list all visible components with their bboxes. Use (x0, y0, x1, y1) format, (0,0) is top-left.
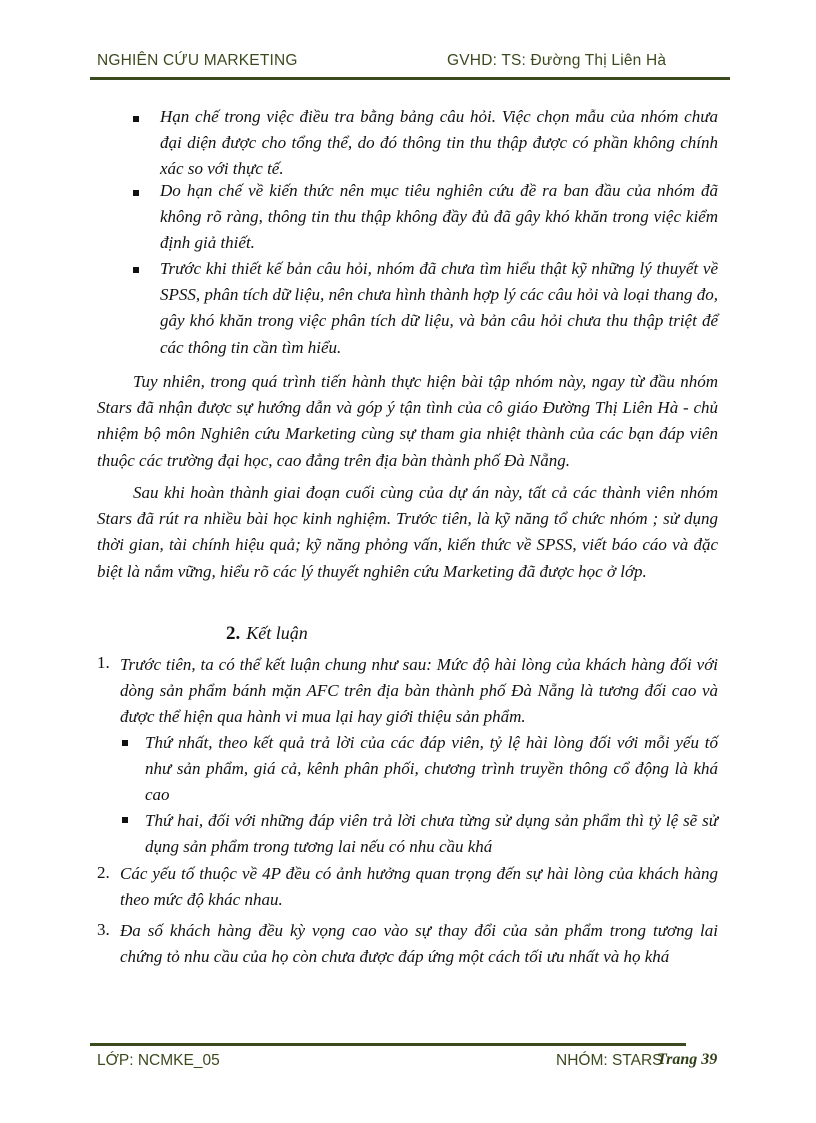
conclusion-item-1: Trước tiên, ta có thể kết luận chung như sau: Mức độ hài lòng của khách hàng đối với dòng sản phẩm bánh mặn AFC trên địa bàn thành phố Đà Nẵng là tương đối cao và được thể hiện qua hành vi mua lại hay giới thiệu sản phẩm. (120, 655, 718, 727)
square-bullet-icon (133, 116, 139, 122)
list-number: 2. (97, 863, 110, 882)
footer-rule (90, 1043, 686, 1046)
square-bullet-icon (133, 267, 139, 273)
bullet-limitation-spss: Trước khi thiết kế bản câu hỏi, nhóm đã chưa tìm hiểu thật kỹ những lý thuyết về SPSS, phân tích dữ liệu, nên chưa hình thành hợp lý các câu hỏi và loại thang đo, gây khó khăn trong việc phân tích dữ liệu, và bản câu hỏi chưa thu thập triệt để các thông tin cần tìm hiểu. (160, 259, 718, 357)
bullet-limitation-knowledge: Do hạn chế về kiến thức nên mục tiêu nghiên cứu đề ra ban đầu của nhóm đã không rõ ràng, thông tin thu thập không đầy đủ đã gây khó khăn trong việc kiểm định giả thiết. (160, 181, 718, 253)
header-course-title: NGHIÊN CỨU MARKETING (97, 52, 298, 69)
page-number: Trang 39 (657, 1051, 718, 1068)
header-rule (90, 77, 730, 80)
section-heading (226, 623, 308, 645)
square-bullet-icon (122, 740, 128, 746)
bullet-limitation-survey: Hạn chế trong việc điều tra bằng bảng câu hỏi. Việc chọn mẫu của nhóm chưa đại diện được cho tổng thể, do đó thông tin thu thập được có phần không chính xác so với thực tế. (160, 107, 718, 179)
conclusion-item-2: Các yếu tố thuộc về 4P đều có ảnh hưởng quan trọng đến sự hài lòng của khách hàng theo mức độ khác nhau. (120, 864, 718, 910)
list-number: 1. (97, 653, 110, 672)
conclusion-item-3: Đa số khách hàng đều kỳ vọng cao vào sự thay đổi của sản phẩm trong tương lai chứng tỏ nhu cầu của họ còn chưa được đáp ứng một cách tối ưu nhất và họ khá (120, 921, 718, 967)
conclusion-sub-item-1: Thứ nhất, theo kết quả trả lời của các đáp viên, tỷ lệ hài lòng đối với mỗi yếu tố như sản phẩm, giá cả, kênh phân phối, chương trình truyền thông cổ động là khá cao (145, 733, 718, 805)
conclusion-sub-item-2: Thứ hai, đối với những đáp viên trả lời chưa từng sử dụng sản phẩm thì tỷ lệ sẽ sử dụng sản phẩm trong tương lai nếu có nhu cầu khá (145, 811, 718, 857)
section-number: 2. (226, 623, 241, 644)
list-number: 3. (97, 920, 110, 939)
section-title: Kết luận (246, 623, 308, 643)
footer-group: NHÓM: STARS (556, 1052, 663, 1069)
footer-class: LỚP: NCMKE_05 (97, 1052, 220, 1069)
square-bullet-icon (122, 817, 128, 823)
paragraph-acknowledgement: Tuy nhiên, trong quá trình tiến hành thực hiện bài tập nhóm này, ngay từ đầu nhóm Stars đã nhận được sự hướng dẫn và góp ý tận tình của cô giáo Đường Thị Liên Hà - chủ nhiệm bộ môn Nghiên cứu Marketing cùng sự tham gia nhiệt thành của các bạn đáp viên thuộc các trường đại học, cao đẳng trên địa bàn thành phố Đà Nẵng. (97, 372, 718, 470)
header-instructor: GVHD: TS: Đường Thị Liên Hà (447, 52, 667, 69)
paragraph-lessons: Sau khi hoàn thành giai đoạn cuối cùng của dự án này, tất cả các thành viên nhóm Stars đã rút ra nhiều bài học kinh nghiệm. Trước tiên, là kỹ năng tổ chức nhóm ; sử dụng thời gian, tài chính hiệu quả; kỹ năng phỏng vấn, kiến thức về SPSS, viết báo cáo và đặc biệt là nắm vững, hiểu rõ các lý thuyết nghiên cứu Marketing đã được học ở lớp. (97, 483, 718, 581)
square-bullet-icon (133, 190, 139, 196)
